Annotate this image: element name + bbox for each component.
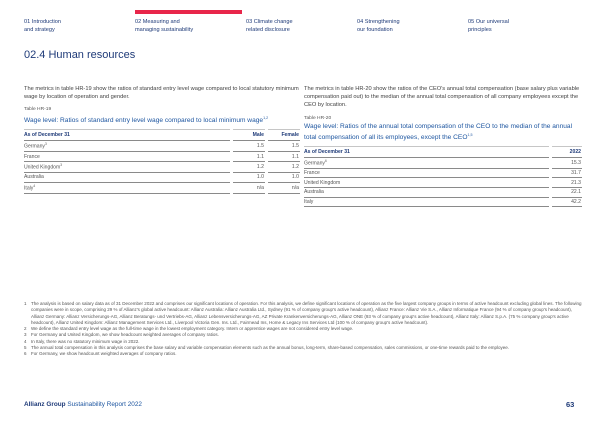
nav-label: and strategy (24, 26, 55, 33)
nav-item-climate[interactable] (246, 19, 293, 34)
intro-text: The metrics in table HR-19 show the ratios of standard entry level wage compared to local statutory minimum wage by location of operation and gender. (24, 86, 299, 101)
male-value: 1.5 (233, 141, 265, 152)
footer (24, 401, 142, 408)
footnote-ref: 4 (33, 184, 36, 189)
table-title (304, 123, 582, 143)
male-value: 1.0 (233, 173, 265, 183)
footer-report-name: Sustainability Report 2022 (67, 401, 142, 408)
footnote (24, 351, 584, 357)
left-column (24, 85, 300, 194)
nav-label: 02 Measuring and (135, 19, 180, 25)
female-value: n/a (268, 183, 300, 194)
nav-item-principles[interactable] (468, 19, 509, 34)
table-header-row (24, 129, 300, 141)
female-value: 1.0 (268, 173, 300, 183)
nav-item-introduction[interactable] (24, 19, 61, 34)
table-title (24, 114, 300, 126)
row-label: Germany (304, 160, 325, 167)
footnote-ref: 3 (60, 163, 63, 168)
footnote-text: For Germany and United Kingdom, we show headcount weighted averages of company ratios. (31, 332, 219, 338)
table-row (24, 183, 300, 194)
footnote-text: The annual total compensation in this analysis comprises the base salary and variable compensation elements such as the annual bonus, long-term, share-based compensation, sales commissions, or one-time rewards paid to the employee. (31, 345, 510, 351)
row-label: Australia (24, 174, 44, 181)
table-title-text: Wage level: Ratios of standard entry level wage compared to local minimum wage (24, 117, 264, 125)
footnote-ref: 1,5 (467, 133, 473, 138)
row-label: United Kingdom (304, 179, 341, 186)
footnote-number: 5 (24, 345, 27, 351)
table-title-text: Wage level: Ratios of the annual total compensation of the CEO to the median of the annual total compensation of all its employees, except the CEO (304, 122, 573, 142)
section-navigation (0, 0, 600, 40)
nav-item-foundation[interactable] (357, 19, 400, 34)
table-id: Table HR-19 (24, 107, 52, 113)
table-row (24, 162, 300, 173)
footnote-ref: 1,2 (263, 116, 269, 121)
wage-ratio-table (24, 129, 300, 194)
male-value: 1.2 (233, 162, 265, 173)
table-header-row (304, 146, 582, 158)
table-row (304, 169, 582, 179)
nav-label: 05 Our universal (468, 19, 510, 25)
header-female: Female (268, 129, 300, 141)
footer-brand: Allianz Group (24, 401, 66, 408)
footnote-text: In Italy, there was no statutory minimum wage in 2022. (31, 338, 140, 344)
female-value: 1.1 (268, 152, 300, 162)
row-label: France (24, 153, 40, 160)
male-value: 1.1 (233, 152, 265, 162)
ceo-compensation-table (304, 146, 582, 208)
table-row (304, 198, 582, 208)
table-row (24, 141, 300, 152)
table-row (24, 173, 300, 183)
footnote-number: 3 (24, 332, 27, 338)
ratio-value: 31.7 (552, 169, 582, 179)
header-date: As of December 31 (24, 129, 230, 141)
footnote-number: 6 (24, 351, 27, 357)
header-male: Male (233, 129, 265, 141)
ratio-value: 21.3 (552, 178, 582, 188)
footnote-text: For Germany, we show headcount weighted averages of company ratios. (31, 351, 177, 357)
header-year: 2022 (552, 146, 582, 158)
footnote-number: 1 (24, 301, 27, 306)
nav-label: managing sustainability (135, 26, 194, 33)
nav-label: related disclosure (246, 26, 290, 33)
nav-label: 01 Introduction (24, 19, 62, 25)
nav-label: our foundation (357, 26, 393, 33)
footnotes (24, 301, 584, 358)
intro-text: The metrics in table HR-20 show the ratios of the CEO's annual total compensation (base salary plus variable compensation paid out) to the median of the annual total compensation of all company employees except the CEO by location. (304, 86, 580, 109)
page-number: 63 (566, 400, 575, 409)
footnote-text: The analysis is based on salary data as of 31 December 2022 and comprises our significant locations of operation. For this analysis, we define significant locations of operation as the five largest company groups in terms of active headcount excluding global lines. The following companies were in scope, comprising 29 % of Allianz's global active headcount: Allianz Australia: Allianz Australia Ltd., Sydney (91 % of company group's active headcount), Allianz France: Allianz Vie S.A., Allianz Informatique France (94 % of company group's headcount), Allianz Germany: Allianz Versicherungs-AG, Allianz Beratungs- und Vertriebs-AG, Allianz Lebensversicherungs-AG, AZ Private Krankenversicherungs-AG, Allianz ONE (93 % of company group's active headcount), Allianz Italy: Allianz S.p.A. (75 % company group's active headcount), Allianz United Kingdom: Allianz Management Services Ltd., Liverpool Victoria Gen. Ins. Ltd., Fairmead Ins, Home & Legacy Ins Services Ltd (100 % of company group's active headcount). (31, 301, 582, 325)
female-value: 1.5 (268, 141, 300, 152)
footnote-ref: 6 (324, 158, 327, 163)
row-label: Italy (304, 198, 314, 205)
ratio-value: 22.1 (552, 188, 582, 198)
male-value: n/a (233, 183, 265, 194)
ratio-value: 42.2 (552, 198, 582, 208)
right-column (304, 85, 582, 207)
table-id: Table HR-20 (304, 115, 332, 121)
nav-label: 03 Climate change (246, 19, 293, 25)
page-title: 02.4 Human resources (24, 49, 136, 61)
table-row (24, 152, 300, 162)
nav-label: principles (468, 26, 492, 33)
table-row (304, 158, 582, 169)
ratio-value: 15.3 (552, 158, 582, 169)
table-row (304, 188, 582, 198)
row-label: United Kingdom (24, 164, 61, 171)
female-value: 1.2 (268, 162, 300, 173)
row-label: Australia (304, 189, 324, 196)
footnote-number: 4 (24, 338, 27, 344)
footnote-text: We define the standard entry level wage as the full-time wage in the lowest employment category. Intern or apprentice wages are not considered entry level wage. (31, 326, 354, 332)
nav-label: 04 Strengthening (357, 19, 400, 25)
row-label: France (304, 170, 320, 177)
row-label: Italy (24, 185, 34, 192)
nav-item-measuring[interactable] (135, 19, 193, 34)
header-date: As of December 31 (304, 146, 549, 158)
footnote-ref: 3 (44, 142, 47, 147)
footnote-number: 2 (24, 326, 27, 332)
footnote (24, 301, 584, 326)
row-label: Germany (24, 143, 45, 150)
table-row (304, 178, 582, 188)
